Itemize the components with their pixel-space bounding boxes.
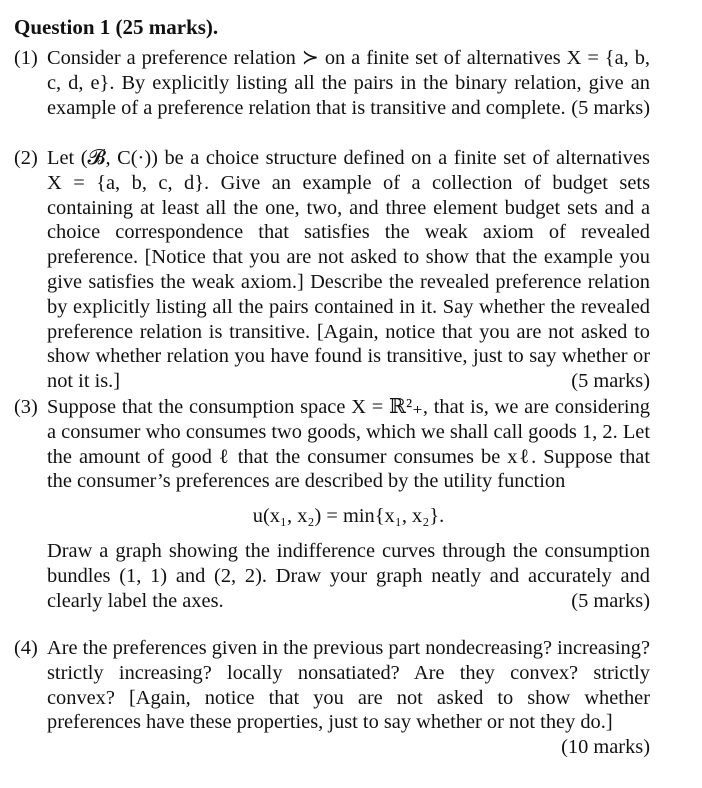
question-heading: Question 1 (25 marks).	[14, 15, 219, 39]
part-number: (1)	[14, 47, 38, 69]
question-part-4	[14, 636, 650, 760]
utility-function-formula: u(x₁, x₂) = min{x₁, x₂}.	[252, 505, 445, 528]
marks-label: (10 marks)	[561, 736, 650, 759]
marks-label: (5 marks)	[571, 96, 650, 119]
marks-label: (5 marks)	[571, 589, 650, 612]
part-text: Let (𝓑, C(·)) be a choice structure defined on a finite set of alternatives X = {a, b, c, d}. Give an example of a collection of budget sets containing at least all the one, two, and three element budget sets and a choice correspondence that satisfies the weak axiom of revealed preference. [Notice that you are not asked to show that the example you give satisfies the weak axiom.] Describe the revealed preference relation by explicitly listing all the pairs contained in it. Say whether the revealed preference relation is transitive. [Again, notice that you are not asked to show whether relation you have found is transitive, just to say whether or not it is.] (5 marks)	[47, 147, 650, 393]
part-text: Suppose that the consumption space X = ℝ²₊, that is, we are considering a consumer who consumes two goods, which we shall call goods 1, 2. Let the amount of good ℓ that the consumer consumes be xℓ. Suppose that the consumer’s preferences are described by the utility function u(x₁, x₂) = min{x₁, x₂}. Draw a graph showing the indifference curves through the consumption bundles (1, 1) and (2, 2). Draw your graph neatly and accurately and clearly label the axes. (5 marks)	[47, 396, 650, 612]
part-text: Consider a preference relation ≻ on a finite set of alternatives X = {a, b, c, d, e}. By explicitly listing all the pairs in the binary relation, give an example of a preference relation that is transitive and complete. (5 marks)	[47, 47, 650, 119]
part-text: Are the preferences given in the previous part nondecreasing? increasing? strictly increasing? locally nonsatiated? Are they convex? strictly convex? [Again, notice that you are not asked to show whether preferences have these properties, just to say whether or not they do.] (10 marks)	[47, 637, 650, 759]
part-number: (4)	[14, 637, 38, 659]
question-part-1	[14, 46, 650, 120]
part-number: (3)	[14, 396, 38, 418]
marks-label: (5 marks)	[571, 370, 650, 393]
question-part-3	[14, 395, 650, 613]
question-part-2	[14, 146, 650, 394]
part-number: (2)	[14, 147, 38, 169]
